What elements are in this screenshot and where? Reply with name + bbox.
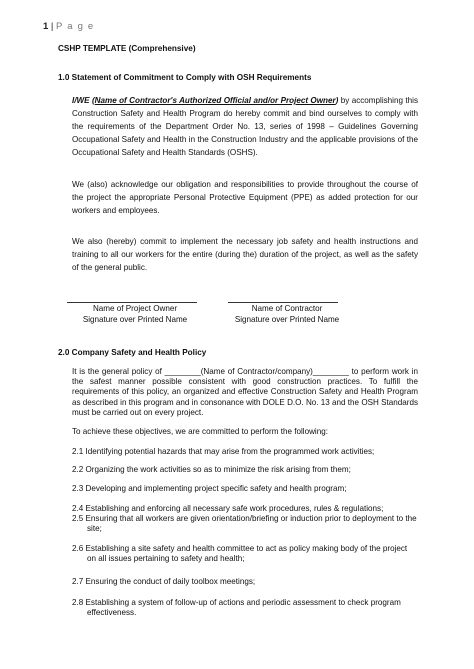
authorized-official-placeholder: Name of Contractor's Authorized Official and/or Project Owner [94,96,336,105]
list-item [72,504,418,514]
contractor-name-label: Name of Contractor [251,304,323,313]
list-item [72,598,418,618]
lead-close: ) [335,96,339,105]
objectives-intro: To achieve these objectives, we are committed to perform the following: [72,427,328,436]
commitment-lead [72,96,338,105]
owner-name-label: Name of Project Owner [92,304,178,313]
list-item [72,577,418,587]
policy-paragraph: It is the general policy of ________(Name of Contractor/company)________ to perform work in the safest manner possible consistent with good construction practices. To fulfill the requirements of this policy, an organized and effective Construction Safety and Health Program as described in this program and in consonance with DOLE D.O. No. 13 and the OSH Standards must be carried out on every project. [72,367,418,417]
section-2-heading: 2.0 Company Safety and Health Policy [58,348,207,357]
list-item-text: 2.7 Ensuring the conduct of daily toolbox meetings; [72,577,256,586]
commitment-paragraph-1 [72,94,418,159]
commitment-paragraph-2: We (also) acknowledge our obligation and responsibilities to provide throughout the course of the project the appropriate Personal Protective Equipment (PPE) as added protection for our workers and employees. [72,180,418,215]
list-item-text: 2.2 Organizing the work activities so as to minimize the risk arising from them; [72,465,351,474]
list-item-text: 2.1 Identifying potential hazards that may arise from the programmed work activities; [72,447,375,456]
section-1-heading: 1.0 Statement of Commitment to Comply with OSH Requirements [58,73,312,82]
list-item [72,544,418,564]
list-item-text: 2.5 Ensuring that all workers are given orientation/briefing or induction prior to deployment to the site; [72,514,417,534]
lead-open: I/WE ( [72,96,95,105]
list-item-text: 2.6 Establishing a site safety and health committee to act as policy making body of the project on all issues pertaining to safety and health; [72,544,408,564]
document-title: CSHP TEMPLATE (Comprehensive) [58,44,196,53]
signature-block-owner [60,303,210,325]
owner-signature-caption: Signature over Printed Name [82,315,188,324]
list-item [72,484,418,494]
commitment-paragraph-3: We also (hereby) commit to implement the necessary job safety and health instructions and training to all our workers for the entire (during the) duration of the project, as well as the safety of the general public. [72,237,418,272]
list-item-text: 2.8 Establishing a system of follow-up of actions and periodic assessment to check program effectiveness. [72,598,401,618]
page-label: P a g e [56,21,95,32]
contractor-signature-caption: Signature over Printed Name [234,315,340,324]
header-separator: | [48,21,57,32]
list-item-text: 2.4 Establishing and enforcing all necessary safe work procedures, rules & regulations; [72,504,384,513]
signature-block-contractor [218,303,356,325]
commitment-paragraph-1-text: by accomplishing this Construction Safety and Health Program do hereby commit and bind ourselves to comply with the requirements of the Department Order No. 13, series of 1998 – Guidelines Governing Occupational Safety and Health in the Construction Industry and the applicable provisions of the Occupational Safety and Health Standards (OSHS). [72,96,418,157]
list-item [72,447,418,457]
list-item-text: 2.3 Developing and implementing project specific safety and health program; [72,484,347,493]
list-item [72,465,418,475]
page-number: 1 [43,21,49,32]
list-item [72,514,418,534]
page-header [43,21,94,32]
